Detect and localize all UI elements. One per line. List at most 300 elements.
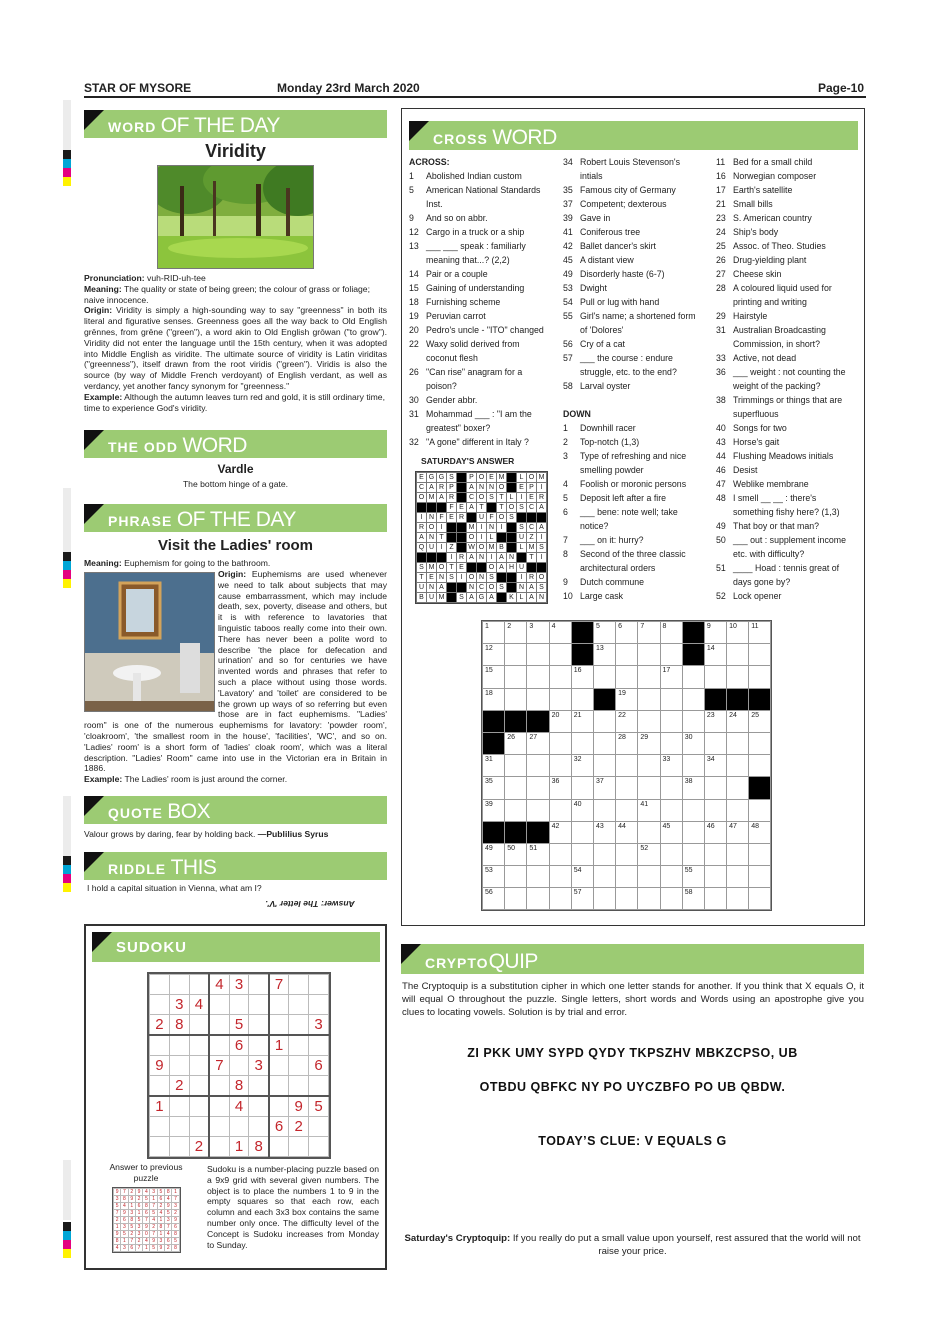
- crossword-cell[interactable]: 30: [682, 732, 704, 754]
- crossword-cell[interactable]: [549, 755, 571, 777]
- crossword-cell[interactable]: [704, 666, 726, 688]
- crossword-cell[interactable]: 36: [549, 777, 571, 799]
- answer-cell: O: [477, 493, 487, 503]
- crossword-cell[interactable]: 48: [749, 821, 771, 843]
- crossword-cell[interactable]: [593, 843, 615, 865]
- crossword-cell[interactable]: [638, 777, 660, 799]
- crossword-cell[interactable]: [682, 755, 704, 777]
- crossword-cell[interactable]: [571, 777, 593, 799]
- sudoku-cell[interactable]: 5: [229, 1015, 249, 1036]
- crossword-cell[interactable]: [527, 799, 549, 821]
- crossword-cell[interactable]: [704, 777, 726, 799]
- crossword-cell[interactable]: [571, 688, 593, 710]
- clue-row: [716, 197, 861, 211]
- crossword-cell[interactable]: [593, 888, 615, 910]
- crossword-cell[interactable]: [638, 710, 660, 732]
- sudoku-cell[interactable]: [169, 975, 189, 995]
- crossword-cell[interactable]: 28: [616, 732, 638, 754]
- crossword-cell[interactable]: 55: [682, 866, 704, 888]
- sudoku-cell[interactable]: [269, 1137, 289, 1157]
- crossword-cell[interactable]: [682, 710, 704, 732]
- clue-text: Deposit left after a fire: [580, 493, 667, 503]
- answer-cell: Q: [417, 543, 427, 553]
- crossword-cell[interactable]: [660, 710, 682, 732]
- crossword-cell[interactable]: 37: [593, 777, 615, 799]
- answer-sudoku-cell: 8: [128, 1217, 135, 1224]
- crossword-cell[interactable]: [682, 688, 704, 710]
- crossword-cell[interactable]: [549, 888, 571, 910]
- sudoku-cell[interactable]: [309, 1035, 329, 1056]
- sudoku-cell[interactable]: [150, 975, 170, 995]
- sudoku-cell[interactable]: [209, 995, 229, 1015]
- crossword-cell[interactable]: 42: [549, 821, 571, 843]
- answer-cell: O: [497, 483, 507, 493]
- crossword-cell[interactable]: [727, 755, 749, 777]
- crossword-cell[interactable]: [505, 888, 527, 910]
- sudoku-cell[interactable]: [309, 1076, 329, 1097]
- crossword-cell[interactable]: 46: [704, 821, 726, 843]
- clue-number: 55: [563, 311, 573, 321]
- sudoku-cell[interactable]: 4: [189, 995, 209, 1015]
- crossword-cell[interactable]: 47: [727, 821, 749, 843]
- crossword-cell[interactable]: 14: [704, 644, 726, 666]
- crossword-cell[interactable]: 31: [483, 755, 505, 777]
- crossword-cell[interactable]: 23: [704, 710, 726, 732]
- crossword-cell[interactable]: 13: [593, 644, 615, 666]
- crossword-cell[interactable]: 12: [483, 644, 505, 666]
- crossword-cell[interactable]: [727, 866, 749, 888]
- sudoku-cell[interactable]: 5: [309, 1096, 329, 1117]
- sudoku-cell[interactable]: [189, 1015, 209, 1036]
- sudoku-cell[interactable]: [309, 975, 329, 995]
- crossword-cell[interactable]: [660, 866, 682, 888]
- black-square: [727, 688, 749, 710]
- pron-label: Pronunciation:: [84, 273, 145, 283]
- answer-cell: A: [537, 503, 547, 513]
- sudoku-cell[interactable]: 1: [229, 1137, 249, 1157]
- crossword-cell[interactable]: 26: [505, 732, 527, 754]
- crossword-cell[interactable]: 52: [638, 843, 660, 865]
- sudoku-cell[interactable]: [150, 1035, 170, 1056]
- crossword-cell[interactable]: [616, 888, 638, 910]
- sudoku-cell[interactable]: 3: [309, 1015, 329, 1036]
- crossword-cell[interactable]: [682, 799, 704, 821]
- crossword-cell[interactable]: [527, 777, 549, 799]
- crossword-cell[interactable]: [505, 866, 527, 888]
- answer-black-square: [457, 493, 467, 503]
- sudoku-cell[interactable]: 6: [269, 1117, 289, 1137]
- crossword-cell[interactable]: [505, 777, 527, 799]
- sudoku-cell[interactable]: [150, 1137, 170, 1157]
- crossword-cell[interactable]: 49: [483, 843, 505, 865]
- crossword-cell[interactable]: [616, 799, 638, 821]
- crossword-cell[interactable]: 38: [682, 777, 704, 799]
- answer-cell: F: [437, 513, 447, 523]
- sudoku-cell[interactable]: [249, 1076, 269, 1097]
- sudoku-cell[interactable]: [209, 1015, 229, 1036]
- crossword-cell[interactable]: [549, 644, 571, 666]
- crossword-cell[interactable]: [593, 666, 615, 688]
- crossword-cell[interactable]: [660, 888, 682, 910]
- clue-text: Small bills: [733, 199, 773, 209]
- answer-sudoku-cell: 8: [172, 1231, 179, 1238]
- sudoku-cell[interactable]: [150, 1117, 170, 1137]
- crossword-cell[interactable]: [527, 866, 549, 888]
- crossword-cell[interactable]: [704, 866, 726, 888]
- clue-number: 29: [716, 311, 726, 321]
- crossword-cell[interactable]: 15: [483, 666, 505, 688]
- crossword-cell[interactable]: 33: [660, 755, 682, 777]
- crossword-cell[interactable]: [749, 755, 771, 777]
- sudoku-cell[interactable]: [269, 995, 289, 1015]
- sudoku-cell[interactable]: [249, 1117, 269, 1137]
- clue-text: superfluous: [733, 409, 779, 419]
- answer-black-square: [517, 513, 527, 523]
- crossword-cell[interactable]: [505, 688, 527, 710]
- sudoku-cell[interactable]: [249, 1015, 269, 1036]
- crossword-cell[interactable]: [527, 666, 549, 688]
- crossword-cell[interactable]: [638, 821, 660, 843]
- sudoku-cell[interactable]: [189, 1035, 209, 1056]
- crossword-cell[interactable]: [704, 732, 726, 754]
- sudoku-cell[interactable]: 4: [229, 1096, 249, 1117]
- clue-row: [716, 253, 861, 267]
- crossword-cell[interactable]: 8: [660, 622, 682, 644]
- crossword-cell[interactable]: [727, 888, 749, 910]
- clue-text: Pull or lug with hand: [580, 297, 660, 307]
- crossword-cell[interactable]: [593, 866, 615, 888]
- crossword-cell[interactable]: [593, 710, 615, 732]
- crossword-cell[interactable]: 4: [549, 622, 571, 644]
- sudoku-cell[interactable]: [209, 1096, 229, 1117]
- sudoku-cell[interactable]: [269, 1096, 289, 1117]
- sudoku-cell[interactable]: 2: [150, 1015, 170, 1036]
- crossword-cell[interactable]: 29: [638, 732, 660, 754]
- crossword-cell[interactable]: [527, 644, 549, 666]
- crossword-cell[interactable]: [549, 666, 571, 688]
- clue-row: [716, 183, 861, 197]
- sudoku-cell[interactable]: [209, 1076, 229, 1097]
- sudoku-cell[interactable]: 9: [289, 1096, 309, 1117]
- clue-row: [716, 169, 861, 183]
- crossword-cell[interactable]: [660, 644, 682, 666]
- sudoku-cell[interactable]: [289, 1015, 309, 1036]
- answer-cell: C: [527, 523, 537, 533]
- sudoku-cell[interactable]: [269, 1056, 289, 1076]
- clue-text: Songs for two: [733, 423, 787, 433]
- crossword-cell[interactable]: [727, 666, 749, 688]
- crossword-cell[interactable]: [660, 777, 682, 799]
- crossword-cell[interactable]: 16: [571, 666, 593, 688]
- crossword-cell[interactable]: [571, 821, 593, 843]
- crossword-cell[interactable]: [505, 799, 527, 821]
- crossword-cell[interactable]: 10: [727, 622, 749, 644]
- clue-row: [563, 505, 713, 519]
- answer-cell: R: [537, 493, 547, 503]
- crossword-cell[interactable]: [527, 888, 549, 910]
- crossword-cell[interactable]: 5: [593, 622, 615, 644]
- clue-row: [563, 449, 713, 463]
- sudoku-cell[interactable]: [169, 1117, 189, 1137]
- crossword-cell[interactable]: 27: [527, 732, 549, 754]
- sudoku-cell[interactable]: [289, 1076, 309, 1097]
- sudoku-cell[interactable]: 6: [229, 1035, 249, 1056]
- origin: Euphemisms are used whenever we need to talk about subjects that may cause embarrassment, which may include death, sex, poverty, disease and others, but it is with reference to lavatories that linguistic taboos really come into their own. There has never been a polite word to describe 'the place for defecation and urination' and so for centuries we have invented words and phrases that refer to such a place without using those words. 'Lavatory' and 'toilet' are considered to be the grown up ways of so referring but even those are in fact euphemisms. "Ladies' room" is one of the numerous euphemisms for lavatory: 'powder room', 'cloakroom', 'the smallest room in the house', 'facilities', 'WC', and so on. 'Ladies' room' is a short form of 'ladies' cloak room', which was a literal description. "Ladies' Room" came into use in the Victorian era in Britain in 1886.: [84, 569, 388, 774]
- crossword-cell[interactable]: 51: [527, 843, 549, 865]
- crossword-cell[interactable]: [549, 799, 571, 821]
- answer-cell: I: [437, 523, 447, 533]
- sudoku-cell[interactable]: [289, 975, 309, 995]
- sudoku-cell[interactable]: [289, 995, 309, 1015]
- sudoku-cell[interactable]: [249, 995, 269, 1015]
- sudoku-cell[interactable]: 8: [229, 1076, 249, 1097]
- clue-row: [716, 449, 861, 463]
- sudoku-cell[interactable]: 4: [209, 975, 229, 995]
- crossword-cell[interactable]: 58: [682, 888, 704, 910]
- clue-row: [563, 547, 713, 561]
- crossword-cell[interactable]: 9: [704, 622, 726, 644]
- crossword-cell[interactable]: [749, 666, 771, 688]
- crossword-cell[interactable]: [505, 666, 527, 688]
- clue-text: ___ the course : endure: [580, 353, 673, 363]
- clue-row: [563, 589, 713, 603]
- clue-text: Top-notch (1,3): [580, 437, 640, 447]
- sudoku-cell[interactable]: [209, 1137, 229, 1157]
- crossword-cell[interactable]: [660, 843, 682, 865]
- sudoku-cell[interactable]: [249, 1096, 269, 1117]
- clue-row: [716, 393, 861, 407]
- sudoku-cell[interactable]: [309, 1137, 329, 1157]
- crossword-cell[interactable]: [638, 688, 660, 710]
- crossword-cell[interactable]: 17: [660, 666, 682, 688]
- crossword-cell[interactable]: [749, 644, 771, 666]
- crossword-cell[interactable]: 50: [505, 843, 527, 865]
- crossword-cell[interactable]: 54: [571, 866, 593, 888]
- clue-number: 24: [716, 227, 726, 237]
- crossword-cell[interactable]: [593, 732, 615, 754]
- crossword-cell[interactable]: [616, 755, 638, 777]
- answer-sudoku-cell: 7: [135, 1245, 142, 1252]
- crossword-cell[interactable]: [749, 799, 771, 821]
- sudoku-cell[interactable]: [289, 1056, 309, 1076]
- sudoku-cell[interactable]: [209, 1117, 229, 1137]
- crossword-cell[interactable]: [616, 644, 638, 666]
- clue-text: ____ Hoad : tennis great of: [733, 563, 840, 573]
- crossword-cell[interactable]: [660, 799, 682, 821]
- answer-black-square: [517, 553, 527, 563]
- crossword-cell[interactable]: 20: [549, 710, 571, 732]
- sudoku-cell[interactable]: 1: [150, 1096, 170, 1117]
- sudoku-cell[interactable]: 8: [169, 1015, 189, 1036]
- answer-cell: P: [447, 483, 457, 493]
- sudoku-cell[interactable]: [189, 1056, 209, 1076]
- crossword-cell[interactable]: [682, 821, 704, 843]
- crossword-cell[interactable]: [704, 888, 726, 910]
- crossword-cell[interactable]: [593, 755, 615, 777]
- answer-sudoku-cell: 3: [114, 1196, 121, 1203]
- sudoku-cell[interactable]: [229, 1117, 249, 1137]
- crossword-cell[interactable]: [749, 732, 771, 754]
- sudoku-cell[interactable]: [169, 1137, 189, 1157]
- sudoku-cell[interactable]: [229, 1056, 249, 1076]
- crossword-cell[interactable]: 43: [593, 821, 615, 843]
- clue-number: [716, 337, 733, 351]
- sudoku-cell[interactable]: [289, 1035, 309, 1056]
- crossword-cell[interactable]: 32: [571, 755, 593, 777]
- answer-black-square: [507, 543, 517, 553]
- crossword-cell[interactable]: [616, 866, 638, 888]
- sudoku-cell[interactable]: [209, 1035, 229, 1056]
- sudoku-cell[interactable]: [189, 975, 209, 995]
- crossword-cell[interactable]: [527, 755, 549, 777]
- clue-number: 32: [409, 437, 419, 447]
- sudoku-cell[interactable]: [189, 1076, 209, 1097]
- crossword-cell[interactable]: 45: [660, 821, 682, 843]
- sudoku-cell[interactable]: [309, 1117, 329, 1137]
- sudoku-cell[interactable]: 9: [150, 1056, 170, 1076]
- crossword-cell[interactable]: [660, 688, 682, 710]
- sudoku-cell[interactable]: [269, 1015, 289, 1036]
- sudoku-cell[interactable]: 3: [249, 1056, 269, 1076]
- sudoku-cell[interactable]: 2: [289, 1117, 309, 1137]
- answer-cell: N: [477, 483, 487, 493]
- sudoku-cell[interactable]: 7: [269, 975, 289, 995]
- crossword-cell[interactable]: 39: [483, 799, 505, 821]
- crossword-cell[interactable]: 41: [638, 799, 660, 821]
- crossword-cell[interactable]: [704, 799, 726, 821]
- crossword-cell[interactable]: [727, 799, 749, 821]
- clue-number: 5: [563, 493, 568, 503]
- crossword-cell[interactable]: [527, 688, 549, 710]
- crossword-cell[interactable]: 25: [749, 710, 771, 732]
- crossword-cell[interactable]: 18: [483, 688, 505, 710]
- answer-cell: T: [417, 573, 427, 583]
- sudoku-cell[interactable]: 8: [249, 1137, 269, 1157]
- crossword-cell[interactable]: 19: [616, 688, 638, 710]
- crossword-cell[interactable]: [505, 644, 527, 666]
- sudoku-cell[interactable]: [249, 1035, 269, 1056]
- crossword-cell[interactable]: [638, 666, 660, 688]
- forest-image: [157, 165, 314, 269]
- crossword-cell[interactable]: [616, 666, 638, 688]
- clue-number: 28: [716, 283, 726, 293]
- sudoku-cell[interactable]: [169, 1056, 189, 1076]
- clue-number: [409, 197, 426, 211]
- crossword-cell[interactable]: 11: [749, 622, 771, 644]
- sudoku-cell[interactable]: 3: [169, 995, 189, 1015]
- crossword-cell[interactable]: 40: [571, 799, 593, 821]
- sudoku-cell[interactable]: [269, 1076, 289, 1097]
- example: The Ladies' room is just around the corner.: [124, 774, 288, 785]
- sudoku-cell[interactable]: 2: [169, 1076, 189, 1097]
- clue-text: greatest" boxer?: [426, 423, 491, 433]
- crossword-cell[interactable]: [549, 866, 571, 888]
- crossword-cell[interactable]: 2: [505, 622, 527, 644]
- answer-cell: N: [467, 583, 477, 593]
- sudoku-cell[interactable]: [150, 995, 170, 1015]
- answer-sudoku-cell: 1: [128, 1203, 135, 1210]
- crossword-cell[interactable]: [682, 666, 704, 688]
- crossword-cell[interactable]: [749, 843, 771, 865]
- crossword-cell[interactable]: 24: [727, 710, 749, 732]
- crossword-cell[interactable]: 34: [704, 755, 726, 777]
- sudoku-cell[interactable]: [169, 1096, 189, 1117]
- crossword-cell[interactable]: [616, 777, 638, 799]
- sudoku-cell[interactable]: [189, 1117, 209, 1137]
- sudoku-cell[interactable]: [249, 975, 269, 995]
- crossword-cell[interactable]: [749, 888, 771, 910]
- answer-sudoku-cell: 3: [165, 1217, 172, 1224]
- crossword-cell[interactable]: 57: [571, 888, 593, 910]
- crossword-cell[interactable]: 22: [616, 710, 638, 732]
- riddle-answer: Answer: The letter 'V'.: [265, 898, 355, 909]
- answer-sudoku-cell: 4: [165, 1196, 172, 1203]
- crossword-cell[interactable]: 44: [616, 821, 638, 843]
- crossword-cell[interactable]: [749, 866, 771, 888]
- crossword-cell[interactable]: [727, 644, 749, 666]
- crossword-cell[interactable]: 53: [483, 866, 505, 888]
- crossword-cell[interactable]: [727, 777, 749, 799]
- crossword-cell[interactable]: [571, 843, 593, 865]
- answer-cell: N: [477, 553, 487, 563]
- clue-text: Gaining of understanding: [426, 283, 525, 293]
- sudoku-cell[interactable]: [189, 1096, 209, 1117]
- crossword-cell[interactable]: 21: [571, 710, 593, 732]
- sudoku-cell[interactable]: [229, 995, 249, 1015]
- clue-text: Furnishing scheme: [426, 297, 501, 307]
- sudoku-cell[interactable]: 2: [189, 1137, 209, 1157]
- crossword-cell[interactable]: 6: [616, 622, 638, 644]
- crossword-cell[interactable]: [704, 843, 726, 865]
- crossword-cell[interactable]: 7: [638, 622, 660, 644]
- crossword-cell[interactable]: [638, 755, 660, 777]
- sudoku-cell[interactable]: 1: [269, 1035, 289, 1056]
- sudoku-cell[interactable]: 7: [209, 1056, 229, 1076]
- crossword-cell[interactable]: [638, 644, 660, 666]
- crossword-cell[interactable]: 3: [527, 622, 549, 644]
- crossword-cell[interactable]: [549, 732, 571, 754]
- crossword-cell[interactable]: [682, 843, 704, 865]
- crossword-cell[interactable]: [616, 843, 638, 865]
- crossword-cell[interactable]: [593, 799, 615, 821]
- sudoku-cell[interactable]: 6: [309, 1056, 329, 1076]
- answer-cell: A: [467, 503, 477, 513]
- crossword-cell[interactable]: [727, 732, 749, 754]
- sudoku-cell[interactable]: [289, 1137, 309, 1157]
- crossword-cell[interactable]: 35: [483, 777, 505, 799]
- sudoku-cell[interactable]: [309, 995, 329, 1015]
- crossword-cell[interactable]: [638, 888, 660, 910]
- answer-black-square: [467, 563, 477, 573]
- crossword-cell[interactable]: [571, 732, 593, 754]
- crossword-cell[interactable]: [549, 688, 571, 710]
- crossword-cell[interactable]: [660, 732, 682, 754]
- sudoku-cell[interactable]: [169, 1035, 189, 1056]
- crossword-cell[interactable]: [638, 866, 660, 888]
- crossword-cell[interactable]: 56: [483, 888, 505, 910]
- sudoku-grid: [147, 972, 331, 1159]
- answer-black-square: [427, 503, 437, 513]
- sudoku-cell[interactable]: 3: [229, 975, 249, 995]
- crossword-cell[interactable]: [505, 755, 527, 777]
- crossword-cell[interactable]: 1: [483, 622, 505, 644]
- sudoku-cell[interactable]: [150, 1076, 170, 1097]
- answer-cell: E: [517, 483, 527, 493]
- crossword-cell[interactable]: [727, 843, 749, 865]
- answer-sudoku-cell: 2: [165, 1245, 172, 1252]
- crossword-cell[interactable]: [549, 843, 571, 865]
- answer-cell: A: [527, 583, 537, 593]
